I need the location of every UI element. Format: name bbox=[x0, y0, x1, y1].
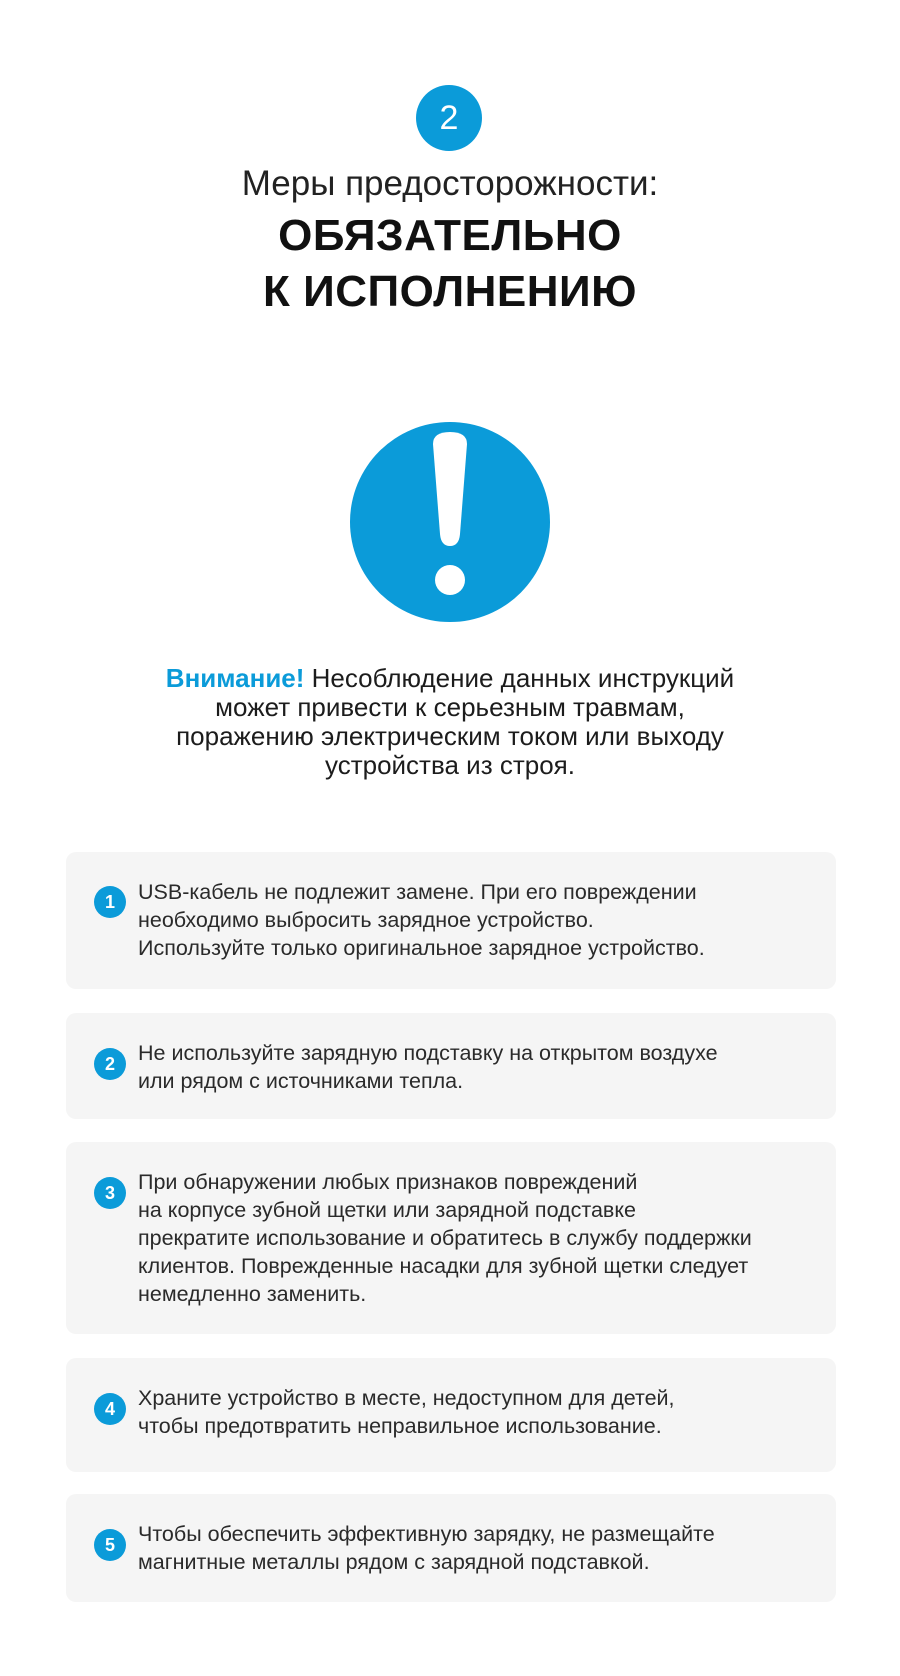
item-text-line: клиентов. Поврежденные насадки для зубной щетки следует bbox=[138, 1254, 749, 1278]
instruction-card-3 bbox=[66, 1142, 836, 1334]
item-text-line: немедленно заменить. bbox=[138, 1282, 367, 1306]
attention-line-3: поражению электрическим током или выходу bbox=[176, 721, 724, 751]
item-number-badge: 3 bbox=[94, 1177, 126, 1209]
item-text-line: магнитные металлы рядом с зарядной подставкой. bbox=[138, 1550, 650, 1574]
attention-line-4: устройства из строя. bbox=[325, 750, 575, 780]
attention-line-1 bbox=[110, 664, 790, 693]
instruction-card-2 bbox=[66, 1013, 836, 1119]
item-text-line: чтобы предотвратить неправильное использование. bbox=[138, 1414, 662, 1438]
item-number-badge: 4 bbox=[94, 1393, 126, 1425]
instruction-card-1 bbox=[66, 852, 836, 989]
attention-text-1: Несоблюдение данных инструкций bbox=[311, 663, 735, 693]
item-text-line: на корпусе зубной щетки или зарядной подставке bbox=[138, 1198, 636, 1222]
instruction-card-4 bbox=[66, 1358, 836, 1472]
attention-label: Внимание! bbox=[165, 663, 305, 693]
step-number-badge: 2 bbox=[416, 85, 482, 151]
attention-line-2: может привести к серьезным травмам, bbox=[215, 692, 685, 722]
item-text-line: Чтобы обеспечить эффективную зарядку, не размещайте bbox=[138, 1522, 715, 1546]
section-title-line1: ОБЯЗАТЕЛЬНО bbox=[278, 211, 622, 260]
item-text bbox=[138, 1039, 818, 1095]
item-text-line: При обнаружении любых признаков повреждений bbox=[138, 1170, 638, 1194]
item-number-badge: 1 bbox=[94, 886, 126, 918]
item-text-line: Используйте только оригинальное зарядное устройство. bbox=[138, 936, 705, 960]
item-text bbox=[138, 878, 818, 962]
item-text bbox=[138, 1520, 818, 1576]
attention-notice bbox=[110, 664, 790, 780]
section-subtitle: Меры предосторожности: bbox=[241, 164, 659, 203]
item-text-line: или рядом с источниками тепла. bbox=[138, 1069, 464, 1093]
item-text-line: прекратите использование и обратитесь в службу поддержки bbox=[138, 1226, 752, 1250]
item-text-line: необходимо выбросить зарядное устройство. bbox=[138, 908, 594, 932]
item-number-badge: 5 bbox=[94, 1529, 126, 1561]
exclamation-icon bbox=[350, 422, 550, 622]
instruction-card-5 bbox=[66, 1494, 836, 1602]
item-text bbox=[138, 1168, 818, 1308]
section-title-line2: К ИСПОЛНЕНИЮ bbox=[262, 267, 637, 316]
item-text-line: Храните устройство в месте, недоступном для детей, bbox=[138, 1386, 675, 1410]
item-text-line: USB-кабель не подлежит замене. При его повреждении bbox=[138, 880, 697, 904]
item-text-line: Не используйте зарядную подставку на открытом воздухе bbox=[138, 1041, 718, 1065]
item-number-badge: 2 bbox=[94, 1048, 126, 1080]
item-text bbox=[138, 1384, 818, 1440]
